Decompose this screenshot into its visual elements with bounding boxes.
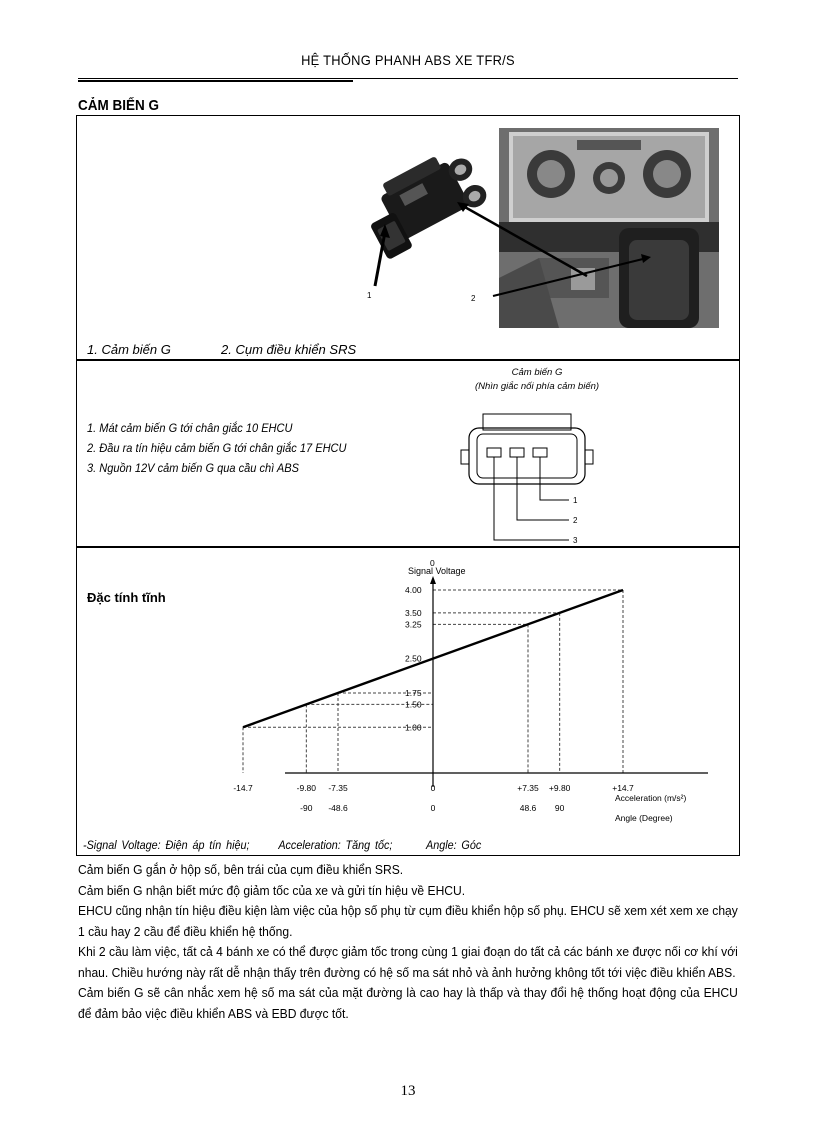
angle-tick-label: 48.6 bbox=[519, 803, 537, 813]
x-tick-label: -14.7 bbox=[233, 783, 253, 793]
x-tick-label: 0 bbox=[430, 783, 436, 793]
header-rule bbox=[78, 78, 738, 79]
x-tick-label: +7.35 bbox=[517, 783, 539, 793]
static-characteristic-chart bbox=[203, 558, 723, 833]
x-tick-label: +14.7 bbox=[612, 783, 634, 793]
y-tick-label: 2.50 bbox=[405, 653, 422, 664]
row-divider-2 bbox=[77, 546, 739, 548]
page-number: 13 bbox=[400, 1083, 416, 1099]
chart-footnote bbox=[83, 838, 481, 852]
angle-tick-label: 90 bbox=[554, 803, 565, 813]
pin-list bbox=[87, 418, 346, 478]
body-paragraph: Cảm biến G gắn ở hộp số, bên trái của cụm điều khiển SRS. bbox=[78, 862, 404, 877]
y-tick-label: 1.00 bbox=[405, 722, 422, 733]
angle-tick-label: -90 bbox=[300, 803, 313, 813]
angle-tick-label: -48.6 bbox=[328, 803, 348, 813]
pin-1-label: 1 bbox=[573, 496, 578, 505]
caption-srs-unit: 2. Cụm điều khiển SRS bbox=[221, 342, 357, 357]
callout-1-label: 1 bbox=[367, 291, 372, 300]
connector-diagram bbox=[457, 400, 607, 546]
y-tick-label: 1.50 bbox=[405, 699, 422, 710]
footnote-signal: -Signal Voltage: Điện áp tín hiệu; bbox=[83, 838, 250, 852]
callout-2-label: 2 bbox=[471, 294, 476, 303]
pin-item: 3. Nguồn 12V cảm biến G qua cầu chì ABS bbox=[87, 461, 299, 475]
y-tick-label: 1.75 bbox=[405, 687, 422, 698]
footnote-angle: Angle: Góc bbox=[425, 838, 482, 852]
characteristic-label: Đặc tính tĩnh bbox=[87, 590, 166, 605]
header-rule-accent bbox=[78, 80, 353, 82]
footnote-accel: Acceleration: Tăng tốc; bbox=[278, 838, 393, 852]
angle-axis-label: Angle (Degree) bbox=[615, 813, 673, 823]
y-tick-label: 3.50 bbox=[405, 607, 422, 618]
x-axis-label: Acceleration (m/s²) bbox=[615, 793, 687, 803]
section-title: CẢM BIẾN G bbox=[78, 97, 159, 114]
body-text bbox=[78, 860, 738, 1024]
pin-2-label: 2 bbox=[573, 516, 578, 525]
page-header: HỆ THỐNG PHANH ABS XE TFR/S bbox=[301, 52, 515, 68]
x-tick-label: -7.35 bbox=[328, 783, 348, 793]
y-origin-label: 0 bbox=[430, 558, 435, 568]
body-paragraph: Cảm biến G sẽ cân nhắc xem hệ số ma sát của mặt đường là cao hay là thấp và thay đổi hệ thống hoạt động của EHCU để đảm bảo việc điều khiển ABS và EBD được tốt. bbox=[78, 985, 738, 1021]
y-tick-label: 3.25 bbox=[405, 619, 422, 630]
y-tick-label: 4.00 bbox=[405, 585, 422, 595]
body-paragraph: Cảm biến G nhận biết mức độ giảm tốc của xe và gửi tín hiệu về EHCU. bbox=[78, 882, 466, 898]
angle-tick-label: 0 bbox=[430, 803, 436, 813]
caption-g-sensor: 1. Cảm biến G bbox=[87, 342, 171, 357]
connector-subtitle: (Nhìn giắc nối phía cảm biến) bbox=[474, 381, 600, 392]
y-axis-arrow bbox=[430, 576, 436, 584]
body-paragraph: EHCU cũng nhận tín hiệu điều kiện làm việc của hộp số phụ từ cụm điều khiển hộp số phụ. EHCU sẽ xem xét xem xe chạy 1 cầu hay 2 cầu để điều khiển hệ thống. bbox=[78, 903, 738, 939]
connector-caption bbox=[407, 366, 667, 394]
srs-callout-arrows bbox=[407, 166, 727, 326]
figure-frame bbox=[76, 115, 740, 856]
body-paragraph: Khi 2 cầu làm việc, tất cả 4 bánh xe có thể được giảm tốc trong cùng 1 giai đoạn do tất cả các bánh xe được nối cơ khí với nhau. Chiều hướng này rất dễ nhận thấy trên đường có hệ số ma sát nhỏ và ảnh hưởng không tốt tới việc điều khiển ABS. bbox=[78, 944, 738, 980]
y-axis-label: Signal Voltage bbox=[408, 566, 466, 576]
x-tick-label: +9.80 bbox=[548, 783, 571, 793]
pin-item: 2. Đầu ra tín hiệu cảm biến G tới chân giắc 17 EHCU bbox=[87, 441, 347, 455]
pin-3-label: 3 bbox=[573, 536, 578, 545]
row-divider-1 bbox=[77, 359, 739, 361]
connector-title: Cảm biến G bbox=[511, 367, 563, 378]
pin-item: 1. Mát cảm biến G tới chân giắc 10 EHCU bbox=[87, 421, 293, 435]
x-tick-label: -9.80 bbox=[296, 783, 317, 793]
